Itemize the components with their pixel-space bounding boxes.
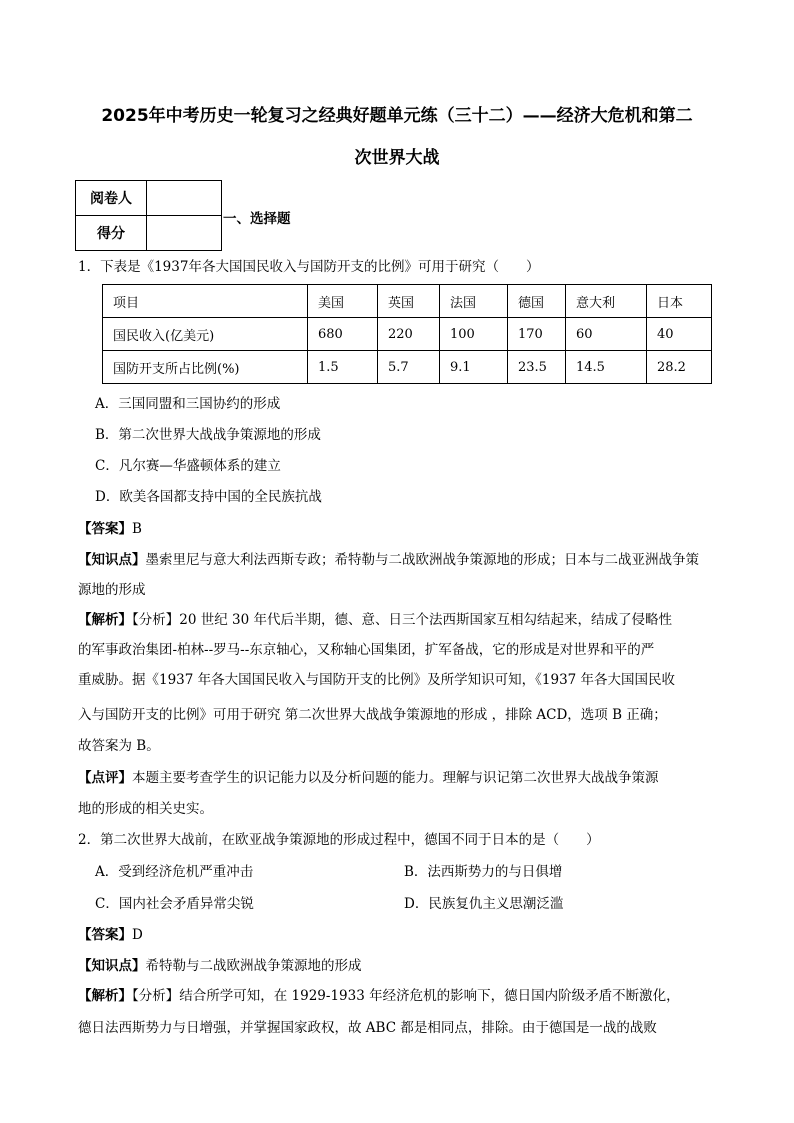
analysis-tag: 【解析】 (78, 612, 132, 628)
table-cell: 28.2 (647, 351, 712, 384)
q1-knowledge-line1 (78, 550, 699, 570)
analysis-text: 【分析】结合所学可知，在 1929-1933 年经济危机的影响下，德日国内阶级矛盾不断激化， (132, 988, 680, 1004)
comment-text: 本题主要考查学生的识记能力以及分析问题的能力。理解与识记第二次世界大战战争策源 (132, 770, 659, 786)
table-cell: 9.1 (440, 351, 508, 384)
answer-tag: 【答案】 (78, 521, 132, 537)
answer-tag: 【答案】 (78, 927, 132, 943)
table-cell: 100 (440, 318, 508, 351)
q1-analysis-line2: 的军事政治集团-柏林--罗马--东京轴心，又称轴心国集团，扩军备战，它的形成是对世界和平的严 (78, 642, 655, 658)
answer-value: B (132, 521, 142, 537)
q1-analysis-line3: 重威胁。据《1937 年各大国国民收入与国防开支的比例》及所学知识可知，《1937 年各大国国民收 (78, 672, 676, 688)
q1-analysis-line4: 入与国防开支的比例》可用于研究 第二次世界大战战争策源地的形成 ，排除 ACD，选项 B 正确； (78, 707, 667, 723)
comment-tag: 【点评】 (78, 770, 132, 786)
q1-analysis-line5: 故答案为 B。 (78, 738, 160, 754)
knowledge-tag: 【知识点】 (78, 552, 146, 568)
answer-value: D (132, 927, 143, 943)
table-cell: 60 (566, 318, 647, 351)
q2-stem: 2．第二次世界大战前，在欧亚战争策源地的形成过程中，德国不同于日本的是（ ） (78, 832, 600, 848)
knowledge-text: 墨索里尼与意大利法西斯专政；希特勒与二战欧洲战争策源地的形成；日本与二战亚洲战争策 (145, 552, 699, 568)
q1-comment-line2: 地的形成的相关史实。 (78, 801, 213, 817)
score-table (75, 180, 222, 251)
q1-option-d: D．欧美各国都支持中国的全民族抗战 (95, 489, 322, 505)
q1-analysis-line1 (78, 610, 672, 630)
table-header-row (103, 285, 712, 318)
table-cell: 德国 (508, 285, 566, 318)
table-cell: 1.5 (308, 351, 378, 384)
table-row (103, 318, 712, 351)
table-cell: 680 (308, 318, 378, 351)
knowledge-text: 希特勒与二战欧洲战争策源地的形成 (145, 958, 362, 974)
q2-knowledge-line1 (78, 956, 362, 976)
table-cell: 40 (647, 318, 712, 351)
grader-label: 阅卷人 (76, 181, 147, 216)
table-cell: 170 (508, 318, 566, 351)
table-cell: 23.5 (508, 351, 566, 384)
q2-analysis-line2: 德日法西斯势力与日增强，并掌握国家政权，故 ABC 都是相同点，排除。由于德国是一战的战败 (78, 1020, 657, 1036)
q2-analysis-line1 (78, 986, 680, 1006)
q2-option-d: D．民族复仇主义思潮泛滥 (404, 896, 564, 912)
score-label: 得分 (76, 216, 147, 251)
q2-answer (78, 925, 143, 945)
table-cell: 5.7 (378, 351, 440, 384)
table-cell: 法国 (440, 285, 508, 318)
section-heading: 一、选择题 (223, 211, 291, 227)
table-cell: 英国 (378, 285, 440, 318)
table-cell: 国防开支所占比例(%) (103, 351, 308, 384)
analysis-text: 【分析】20 世纪 30 年代后半期，德、意、日三个法西斯国家互相勾结起来，结成了侵略性 (132, 612, 672, 628)
grader-cell (147, 181, 222, 216)
table-row (103, 351, 712, 384)
q1-knowledge-line2: 源地的形成 (78, 582, 146, 598)
table-cell: 项目 (103, 285, 308, 318)
table-cell: 14.5 (566, 351, 647, 384)
table-cell: 国民收入(亿美元) (103, 318, 308, 351)
table-cell: 意大利 (566, 285, 647, 318)
analysis-tag: 【解析】 (78, 988, 132, 1004)
q1-option-c: C．凡尔赛—华盛顿体系的建立 (95, 458, 281, 474)
q2-option-a: A．受到经济危机严重冲击 (95, 864, 254, 880)
q1-answer (78, 519, 142, 539)
document-title-line1: 2025年中考历史一轮复习之经典好题单元练（三十二）——经济大危机和第二 (101, 106, 693, 126)
q1-option-b: B．第二次世界大战战争策源地的形成 (95, 427, 321, 443)
document-title-line2: 次世界大战 (354, 148, 440, 168)
q1-comment-line1 (78, 768, 659, 788)
q2-option-c: C．国内社会矛盾异常尖锐 (95, 896, 254, 912)
q1-option-a: A．三国同盟和三国协约的形成 (95, 396, 281, 412)
q1-stem: 1．下表是《1937年各大国国民收入与国防开支的比例》可用于研究（ ） (78, 259, 540, 275)
knowledge-tag: 【知识点】 (78, 958, 146, 974)
score-cell (147, 216, 222, 251)
table-cell: 美国 (308, 285, 378, 318)
q2-option-b: B．法西斯势力的与日俱增 (404, 864, 563, 880)
table-cell: 日本 (647, 285, 712, 318)
table-cell: 220 (378, 318, 440, 351)
q1-data-table (102, 284, 712, 384)
